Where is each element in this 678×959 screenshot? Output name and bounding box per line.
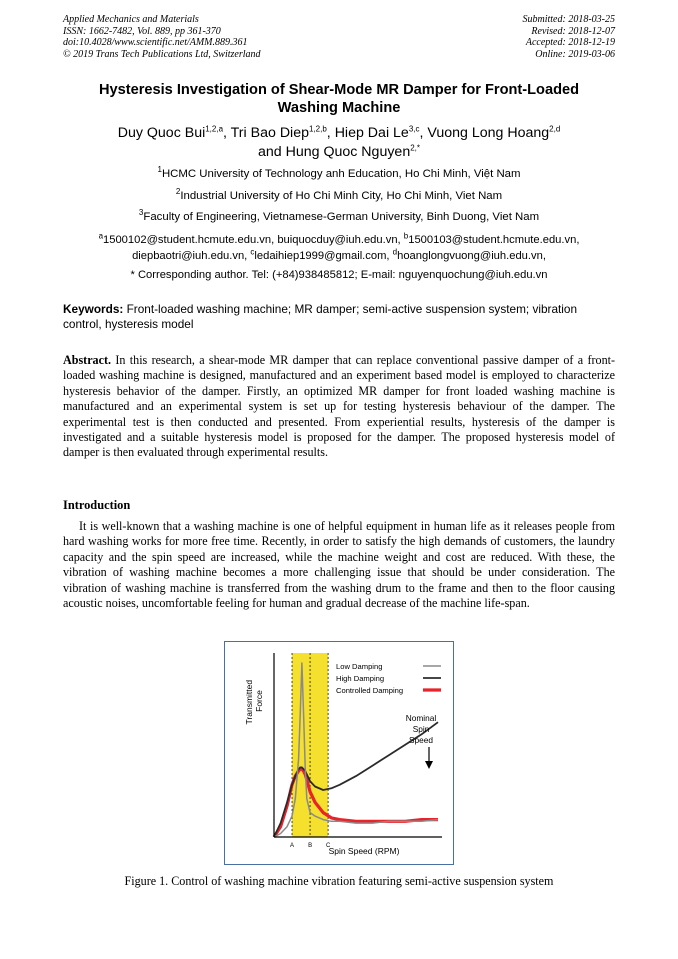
doi-line: doi:10.4028/www.scientific.net/AMM.889.361 <box>63 37 248 48</box>
y-axis-label-line2: Force <box>254 690 264 712</box>
abstract-label: Abstract. <box>63 353 112 367</box>
issn-line: ISSN: 1662-7482, Vol. 889, pp 361-370 <box>63 25 221 37</box>
revised-date: Revised: 2018-12-07 <box>531 25 615 37</box>
figure-1 <box>224 641 454 865</box>
annotation-line: Spin <box>412 724 430 734</box>
author-name: Duy Quoc Bui <box>117 125 206 141</box>
x-tick-label: B <box>308 843 313 849</box>
annotation-line: Speed <box>409 735 433 745</box>
affiliation: $^3$Faculty of Engineering, Vietnamese-German University, Binh Duong, Viet Nam <box>138 208 540 223</box>
journal-info <box>63 14 261 60</box>
email-text: hoanglongvuong@iuh.edu.vn, <box>397 250 546 262</box>
author-name: Vuong Long Hoang <box>427 125 550 141</box>
author-name: Tri Bao Diep <box>230 125 309 141</box>
legend-label: Low Damping <box>336 662 383 671</box>
x-tick-label: C <box>325 843 331 849</box>
author-name: and Hung Quoc Nguyen <box>257 144 411 160</box>
email-text: ledaihiep1999@gmail.com, <box>254 250 393 262</box>
email-text: 1500103@student.hcmute.edu.vn, <box>408 234 580 246</box>
corresponding-author: * Corresponding author. Tel: (+84)938485812; E-mail: nguyenquochung@iuh.edu.vn <box>130 269 548 281</box>
chart <box>224 641 454 865</box>
journal-name: Applied Mechanics and Materials <box>63 14 199 25</box>
author-emails: $^a$1500102@student.hcmute.edu.vn, buiquocduy@iuh.edu.vn, $^b$1500103@student.hcmute.edu.vn, diepbaotri@iuh.edu.vn, $^c$ledaihiep1999@gmail.com, $^d$hoanglongvuong@iuh.edu.vn, * Corresponding author. Tel: (+84)938485812; E-mail: nguyenquochung@iuh.edu.vn <box>63 232 615 283</box>
paper-title: Hysteresis Investigation of Shear-Mode MR Damper for Front-Loaded Washing Machine <box>98 82 580 116</box>
email-text: diepbaotri@iuh.edu.vn, <box>132 250 251 262</box>
publication-dates <box>523 14 616 60</box>
x-tick-label: A <box>290 843 295 849</box>
copyright-line: © 2019 Trans Tech Publications Ltd, Switzerland <box>63 48 261 60</box>
accepted-date: Accepted: 2018-12-19 <box>525 37 615 48</box>
email-text: 1500102@student.hcmute.edu.vn, buiquocduy@iuh.edu.vn, <box>103 234 404 246</box>
annotation-line: Nominal <box>405 713 437 723</box>
keywords <box>63 302 615 332</box>
affiliation: $^2$Industrial University of Ho Chi Minh City, Ho Chi Minh, Viet Nam <box>175 187 503 202</box>
online-date: Online: 2019-03-06 <box>535 48 615 60</box>
keywords-label: Keywords: <box>63 302 124 316</box>
abstract <box>63 353 615 461</box>
author-list: Duy Quoc Bui$^{1,2,a}$, Tri Bao Diep$^{1,2,b}$, Hiep Dai Le$^{3,c}$, Vuong Long Hoang$^{2,d}$ and Hung Quoc Nguyen$^{2,*}$ <box>117 124 561 160</box>
y-axis-label-line1: Transmitted <box>244 679 254 725</box>
legend-label: High Damping <box>336 674 385 683</box>
keywords-text: Front-loaded washing machine; MR damper; semi-active suspension system; vibration control, hysteresis model <box>63 302 578 331</box>
abstract-text: In this research, a shear-mode MR damper that can replace conventional passive damper of a front-loaded washing machine is designed, manufactured and an experiment based model is employed to characterize hysteresis behavior of the damper. Firstly, an optimized MR damper for front loaded washing machine is manufactured and an experimental system is set up for testing hysteresis behaviour of the damper. The experimental test is then conducted and presented. From experiential results, hysteresis of the damper is investigated and a suitable hysteresis model is proposed for the damper. The proposed hysteresis model of damper is then evaluated through experimental results. <box>63 353 616 460</box>
author-name: Hiep Dai Le <box>334 125 409 141</box>
legend-label: Controlled Damping <box>336 686 404 695</box>
submitted-date: Submitted: 2018-03-25 <box>522 14 615 25</box>
figure-caption: Figure 1. Control of washing machine vibration featuring semi-active suspension system <box>124 874 554 888</box>
section-heading: Introduction <box>63 498 131 512</box>
introduction-paragraph: It is well-known that a washing machine is one of helpful equipment in human life as it releases people from hard washing works for more free time. Recently, in order to satisfy the high demands of customers, the laundry capacity and the spin speed are increased, while the machine weight and cost are reduced. With these, the vibration of washing machine becomes a more challenging issue that should be under consideration. The vibration of washing machine is transferred from the washing drum to the frame and then to the floor causing acoustic noises, uncomfortable feeling for human and gradual decrease of the machine life-span. <box>63 519 615 611</box>
x-axis-label: Spin Speed (RPM) <box>328 846 400 856</box>
affiliation: $^1$HCMC University of Technology anh Education, Ho Chi Minh, Việt Nam <box>157 165 521 180</box>
